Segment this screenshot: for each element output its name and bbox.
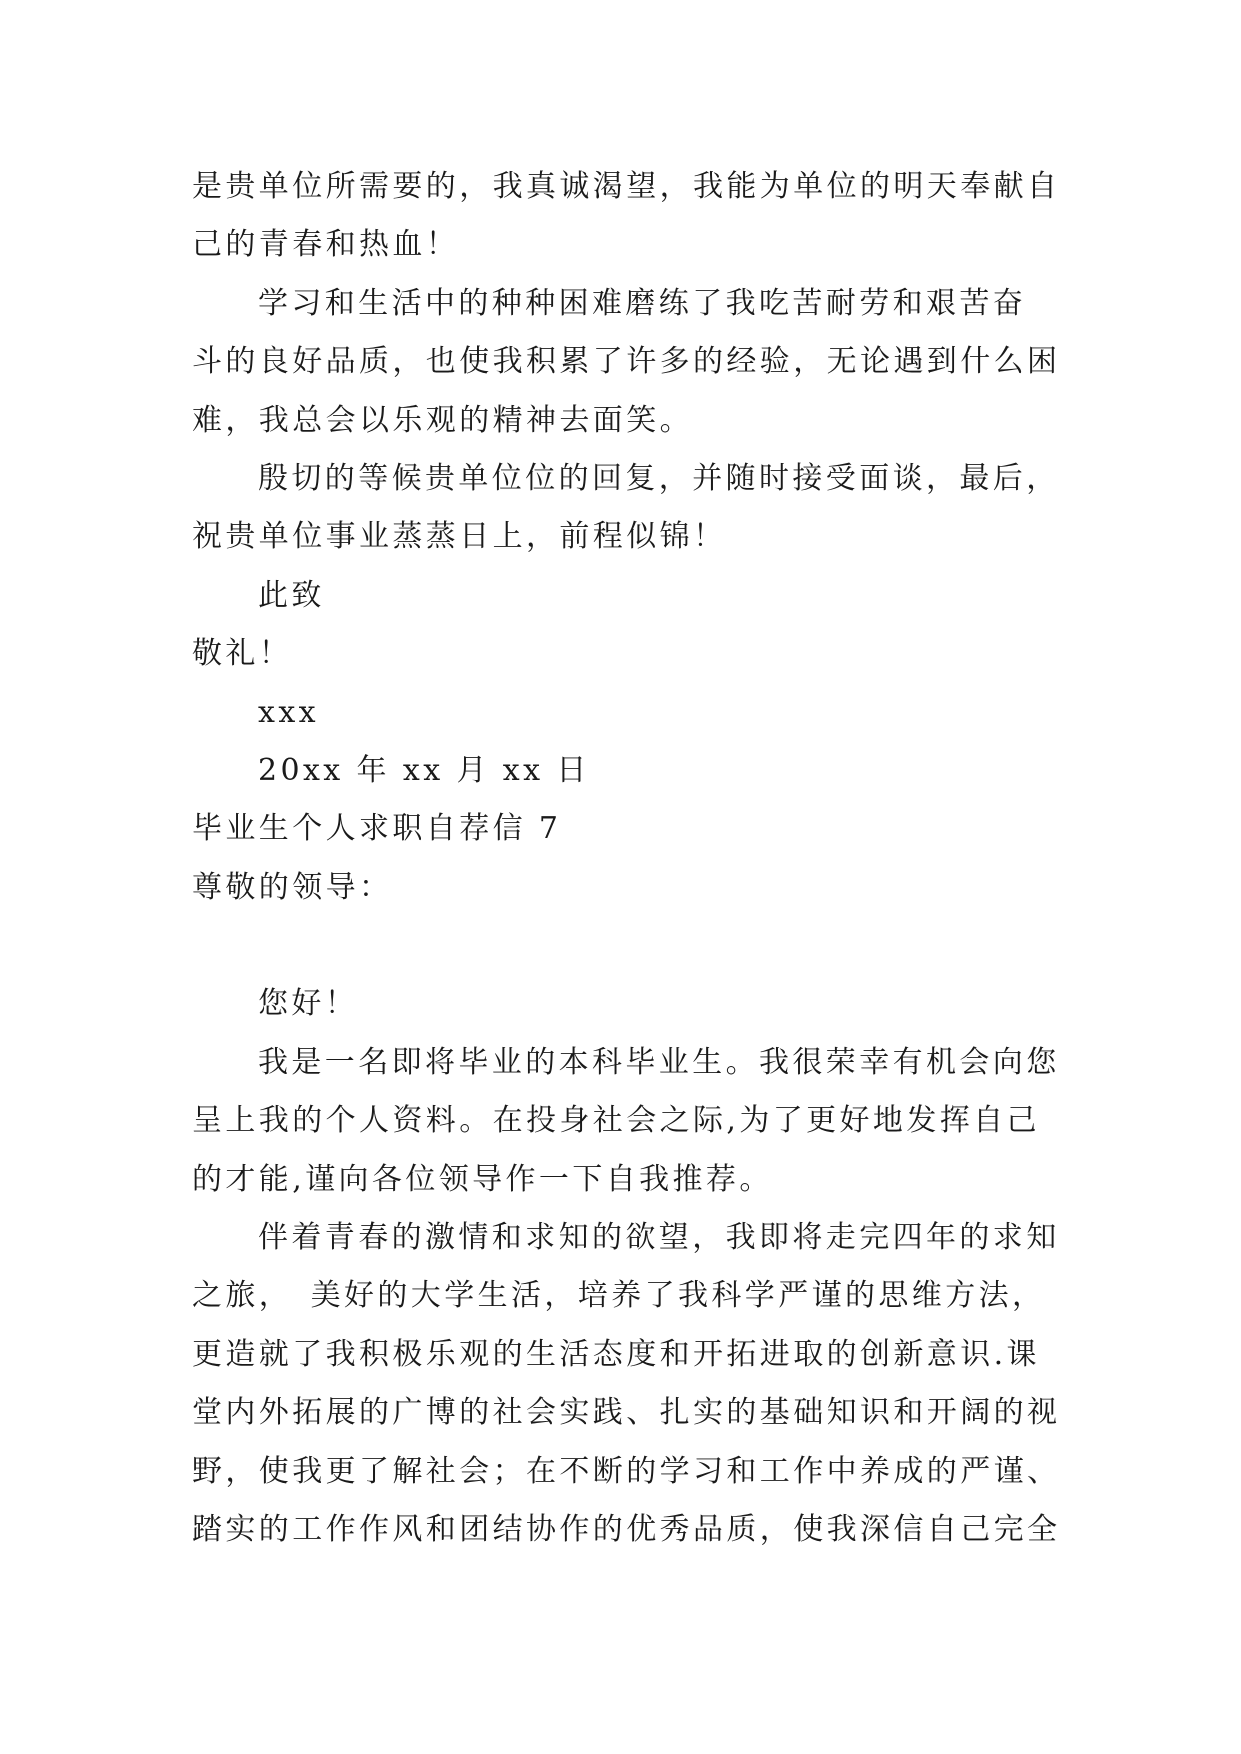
- text-line: 之旅， 美好的大学生活，培养了我科学严谨的思维方法，: [192, 1278, 1046, 1314]
- text-line: 毕业生个人求职自荐信 7: [192, 811, 562, 847]
- text-line: 学习和生活中的种种困难磨练了我吃苦耐劳和艰苦奋: [258, 285, 1027, 321]
- text-line: 此致: [258, 577, 325, 613]
- text-line: 20xx 年 xx 月 xx 日: [258, 752, 590, 788]
- text-line: 祝贵单位事业蒸蒸日上，前程似锦！: [192, 519, 727, 555]
- text-line: 我是一名即将毕业的本科毕业生。我很荣幸有机会向您: [258, 1044, 1060, 1080]
- text-line: 己的青春和热血！: [192, 227, 460, 263]
- text-line: 伴着青春的激情和求知的欲望，我即将走完四年的求知: [258, 1220, 1060, 1256]
- text-line: 堂内外拓展的广博的社会实践、扎实的基础知识和开阔的视: [192, 1395, 1061, 1431]
- text-line: 更造就了我积极乐观的生活态度和开拓进取的创新意识.课: [192, 1336, 1040, 1372]
- text-line: 尊敬的领导：: [192, 869, 393, 905]
- text-line: 难，我总会以乐观的精神去面笑。: [192, 402, 693, 438]
- text-line: 的才能,谨向各位领导作一下自我推荐。: [192, 1161, 773, 1197]
- blank-line: [192, 917, 1072, 975]
- text-line: 殷切的等候贵单位位的回复，并随时接受面谈，最后，: [258, 460, 1060, 496]
- text-line: 是贵单位所需要的，我真诚渴望，我能为单位的明天奉献自: [192, 169, 1061, 204]
- document-body: [192, 158, 1072, 1559]
- text-line: 野，使我更了解社会；在不断的学习和工作中养成的严谨、: [192, 1453, 1061, 1489]
- text-line: 斗的良好品质，也使我积累了许多的经验，无论遇到什么困: [192, 344, 1061, 380]
- text-line: 踏实的工作作风和团结协作的优秀品质，使我深信自己完全: [192, 1511, 1061, 1547]
- text-line: xxx: [258, 694, 319, 730]
- text-line: 您好！: [258, 986, 359, 1022]
- text-line: 敬礼！: [192, 636, 293, 672]
- text-line: 呈上我的个人资料。在投身社会之际,为了更好地发挥自己: [192, 1103, 1040, 1139]
